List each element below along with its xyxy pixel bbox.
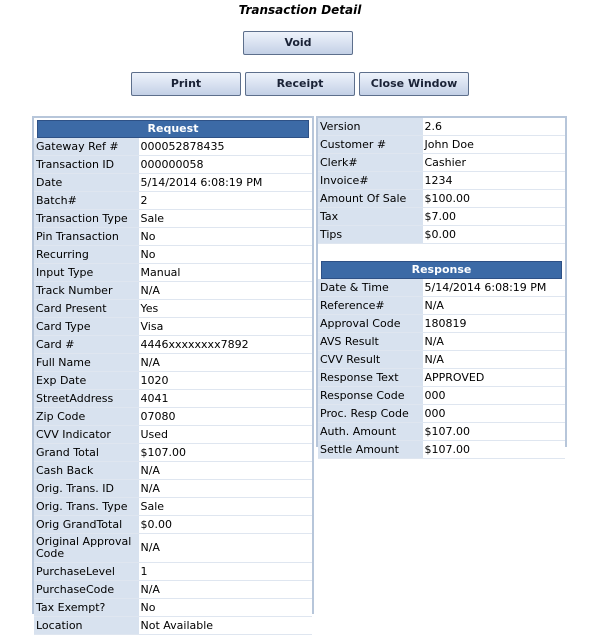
table-row [34, 480, 312, 498]
field-value: 1 [138, 563, 312, 581]
table-row [34, 390, 312, 408]
response-table [318, 279, 565, 459]
table-row [318, 297, 565, 315]
field-value: Used [138, 426, 312, 444]
void-button[interactable]: Void [243, 31, 353, 55]
table-row [34, 581, 312, 599]
table-row [34, 498, 312, 516]
field-label: Invoice# [318, 172, 422, 190]
print-button[interactable]: Print [131, 72, 241, 96]
field-label: Full Name [34, 354, 138, 372]
table-row [318, 441, 565, 459]
table-row [34, 516, 312, 534]
field-value: N/A [138, 480, 312, 498]
field-value: 07080 [138, 408, 312, 426]
table-row [34, 372, 312, 390]
field-label: Response Text [318, 369, 422, 387]
table-row [34, 156, 312, 174]
field-label: Response Code [318, 387, 422, 405]
field-label: Reference# [318, 297, 422, 315]
field-value: Manual [138, 264, 312, 282]
table-row [318, 279, 565, 297]
field-label: Tips [318, 226, 422, 244]
field-label: Proc. Resp Code [318, 405, 422, 423]
field-label: Tax [318, 208, 422, 226]
field-label: Clerk# [318, 154, 422, 172]
table-row [318, 405, 565, 423]
table-row [34, 264, 312, 282]
table-row [34, 462, 312, 480]
field-value: $7.00 [422, 208, 565, 226]
section-spacer [318, 244, 565, 259]
field-label: Orig. Trans. ID [34, 480, 138, 498]
field-value: APPROVED [422, 369, 565, 387]
table-row [34, 408, 312, 426]
field-value: Sale [138, 210, 312, 228]
field-label: Auth. Amount [318, 423, 422, 441]
field-label: Date & Time [318, 279, 422, 297]
field-value: N/A [138, 354, 312, 372]
field-label: Amount Of Sale [318, 190, 422, 208]
table-row [318, 118, 565, 136]
table-row [34, 174, 312, 192]
field-value: N/A [138, 462, 312, 480]
field-value: Cashier [422, 154, 565, 172]
field-value: No [138, 228, 312, 246]
receipt-button[interactable]: Receipt [245, 72, 355, 96]
field-value: N/A [422, 333, 565, 351]
field-value: No [138, 599, 312, 617]
field-label: AVS Result [318, 333, 422, 351]
table-row [34, 563, 312, 581]
field-value: N/A [422, 351, 565, 369]
field-label: Approval Code [318, 315, 422, 333]
table-row [34, 192, 312, 210]
field-value: N/A [138, 581, 312, 599]
field-label: Card Present [34, 300, 138, 318]
field-label: Version [318, 118, 422, 136]
field-label: Settle Amount [318, 441, 422, 459]
field-label: Track Number [34, 282, 138, 300]
close-window-button[interactable]: Close Window [359, 72, 469, 96]
field-label: Batch# [34, 192, 138, 210]
table-row [318, 172, 565, 190]
table-row [34, 138, 312, 156]
field-value: $0.00 [422, 226, 565, 244]
field-label: CVV Result [318, 351, 422, 369]
table-row [34, 282, 312, 300]
request-table [34, 138, 312, 635]
field-value: No [138, 246, 312, 264]
field-value: 180819 [422, 315, 565, 333]
table-row [318, 208, 565, 226]
field-label: StreetAddress [34, 390, 138, 408]
field-value: Sale [138, 498, 312, 516]
table-row [34, 336, 312, 354]
field-label: Card # [34, 336, 138, 354]
field-value: N/A [422, 297, 565, 315]
field-label: Orig. Trans. Type [34, 498, 138, 516]
table-row [34, 210, 312, 228]
table-row [34, 534, 312, 563]
table-row [318, 154, 565, 172]
field-label: Input Type [34, 264, 138, 282]
field-value: 1020 [138, 372, 312, 390]
field-label: Transaction ID [34, 156, 138, 174]
field-label: Gateway Ref # [34, 138, 138, 156]
field-label: Card Type [34, 318, 138, 336]
field-label: Recurring [34, 246, 138, 264]
field-value: 000052878435 [138, 138, 312, 156]
field-value: 1234 [422, 172, 565, 190]
details-panel [316, 116, 567, 456]
field-value: Yes [138, 300, 312, 318]
table-row [34, 599, 312, 617]
table-row [34, 300, 312, 318]
table-row [34, 617, 312, 635]
field-label: PurchaseLevel [34, 563, 138, 581]
field-value: 2.6 [422, 118, 565, 136]
response-header: Response [321, 261, 562, 279]
field-value: 4041 [138, 390, 312, 408]
field-value: 000 [422, 387, 565, 405]
field-label: Date [34, 174, 138, 192]
field-label: Original Approval Code [34, 534, 138, 563]
table-row [318, 190, 565, 208]
field-label: Pin Transaction [34, 228, 138, 246]
field-value: $0.00 [138, 516, 312, 534]
table-row [318, 423, 565, 441]
table-row [318, 315, 565, 333]
field-value: $107.00 [138, 444, 312, 462]
table-row [318, 387, 565, 405]
page-title: Transaction Detail [238, 3, 362, 17]
field-value: $107.00 [422, 441, 565, 459]
field-value: Visa [138, 318, 312, 336]
table-row [34, 228, 312, 246]
table-row [318, 369, 565, 387]
table-row [34, 426, 312, 444]
field-label: Location [34, 617, 138, 635]
table-row [34, 318, 312, 336]
field-value: 000000058 [138, 156, 312, 174]
table-row [318, 333, 565, 351]
field-value: Not Available [138, 617, 312, 635]
table-row [34, 444, 312, 462]
field-label: Cash Back [34, 462, 138, 480]
table-row [318, 351, 565, 369]
request-header: Request [37, 120, 309, 138]
field-label: Grand Total [34, 444, 138, 462]
field-value: N/A [138, 534, 312, 563]
field-label: CVV Indicator [34, 426, 138, 444]
field-value: N/A [138, 282, 312, 300]
field-label: PurchaseCode [34, 581, 138, 599]
field-value: 5/14/2014 6:08:19 PM [422, 279, 565, 297]
field-value: John Doe [422, 136, 565, 154]
table-row [34, 354, 312, 372]
field-label: Orig GrandTotal [34, 516, 138, 534]
field-value: $107.00 [422, 423, 565, 441]
field-value: 000 [422, 405, 565, 423]
table-row [34, 246, 312, 264]
field-value: 2 [138, 192, 312, 210]
field-label: Transaction Type [34, 210, 138, 228]
field-label: Tax Exempt? [34, 599, 138, 617]
field-label: Exp Date [34, 372, 138, 390]
field-label: Zip Code [34, 408, 138, 426]
field-label: Customer # [318, 136, 422, 154]
field-value: 4446xxxxxxxx7892 [138, 336, 312, 354]
field-value: 5/14/2014 6:08:19 PM [138, 174, 312, 192]
field-value: $100.00 [422, 190, 565, 208]
table-row [318, 136, 565, 154]
request-panel [32, 116, 314, 632]
summary-table [318, 118, 565, 244]
table-row [318, 226, 565, 244]
